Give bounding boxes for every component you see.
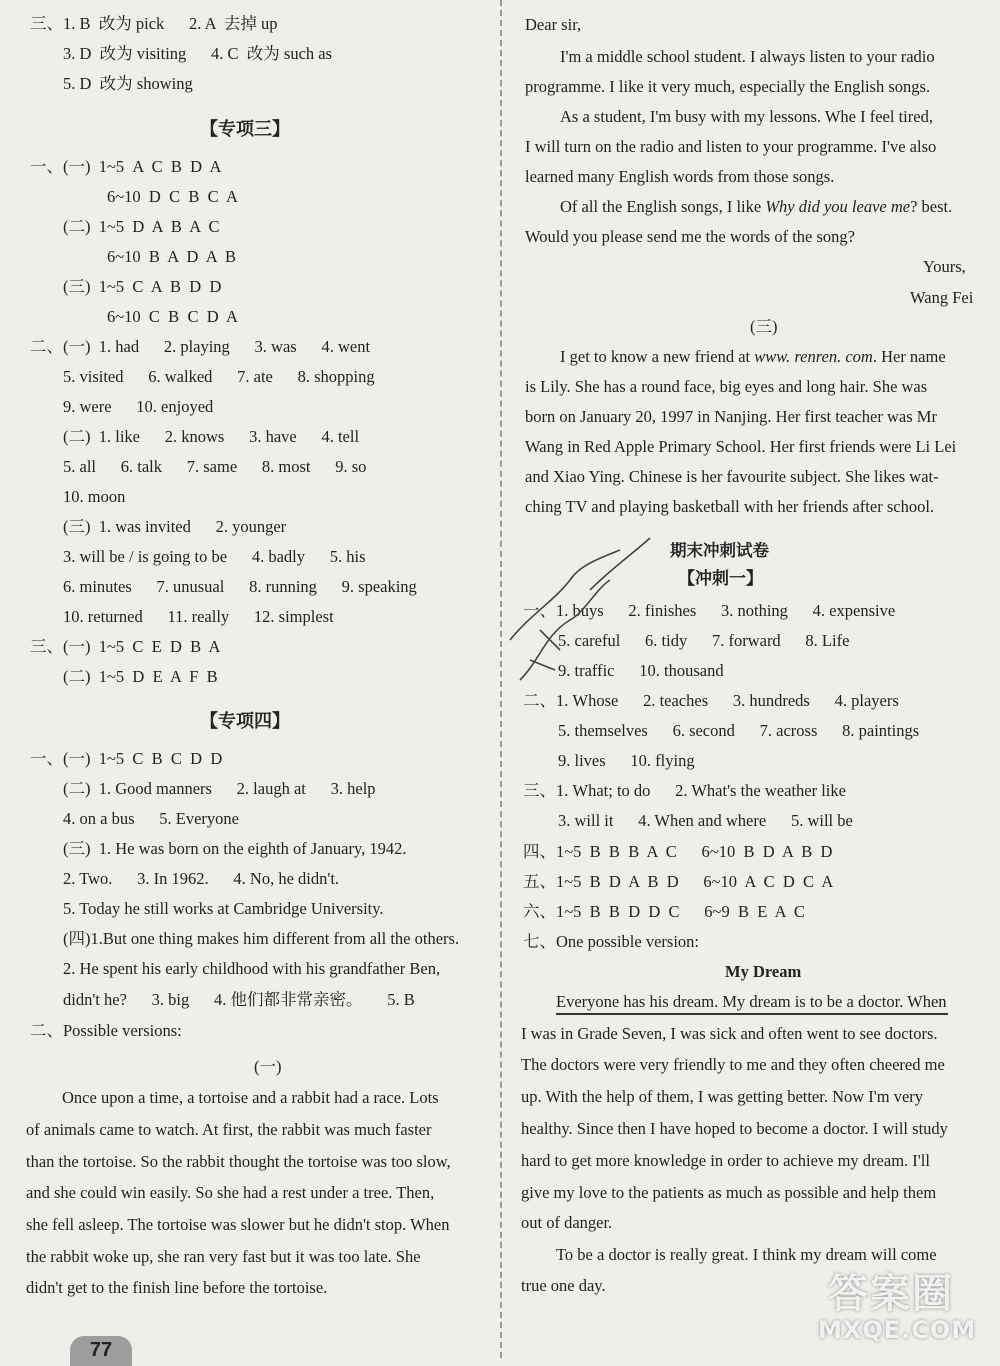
answer-line: 三、1. What; to do 2. What's the weather like (523, 781, 846, 800)
essay-line: the rabbit woke up, she ran very fast but it was too late. She (26, 1247, 421, 1266)
letter-line: Would you please send me the words of the song? (525, 227, 855, 246)
letter-text: ? best. (910, 197, 953, 216)
essay-number: (一) (254, 1057, 282, 1076)
letter-line: As a student, I'm busy with my lessons. Whe I feel tired, (560, 107, 933, 126)
answer-line: 2. He spent his early childhood with his grandfather Ben, (63, 959, 441, 978)
letter-text: Of all the English songs, I like (560, 197, 766, 216)
essay-number: (三) (750, 317, 778, 336)
essay-line (560, 349, 946, 366)
answer-line: 一、(一) 1~5 A C B D A (30, 157, 222, 176)
essay-line: out of danger. (521, 1213, 613, 1232)
answer-line: 3. will it 4. When and where 5. will be (558, 811, 853, 830)
answer-line: (四)1.But one thing makes him different from all the others. (63, 929, 460, 948)
letter-line: programme. I like it very much, especially the English songs. (525, 77, 931, 96)
letter-line: Dear sir, (525, 15, 582, 34)
scribble-stroke (520, 580, 610, 680)
essay-line: up. With the help of them, I was getting better. Now I'm very (521, 1087, 924, 1106)
letter-signature: Wang Fei (910, 288, 974, 307)
essay-text: . Her name (872, 347, 946, 366)
answer-line: 四、1~5 B B B A C 6~10 B D A B D (523, 842, 833, 861)
answer-line: (三) 1~5 C A B D D (63, 277, 222, 296)
answer-line: 一、(一) 1~5 C B C D D (30, 749, 223, 768)
essay-line: give my love to the patients as much as possible and help them (521, 1183, 937, 1202)
essay-line: hard to get more knowledge in order to achieve my dream. I'll (521, 1151, 930, 1170)
answer-line: 三、(一) 1~5 C E D B A (30, 637, 221, 656)
answer-line: 10. moon (63, 487, 126, 506)
essay-line: Wang in Red Apple Primary School. Her first friends were Li Lei (525, 437, 957, 456)
answer-line: 5. all 6. talk 7. same 8. most 9. so (63, 457, 367, 476)
answer-line: 六、1~5 B B D D C 6~9 B E A C (523, 902, 805, 921)
answer-line: 七、One possible version: (523, 932, 699, 951)
handwritten-underline (556, 1013, 948, 1015)
answer-line: 5. visited 6. walked 7. ate 8. shopping (63, 367, 375, 386)
letter-line: I will turn on the radio and listen to your programme. I've also (525, 137, 937, 156)
answer-line: 4. on a bus 5. Everyone (63, 809, 239, 828)
answer-line: 5. careful 6. tidy 7. forward 8. Life (558, 631, 850, 650)
answer-line: (二) 1. Good manners 2. laugh at 3. help (63, 779, 376, 798)
essay-line: Once upon a time, a tortoise and a rabbit had a race. Lots (62, 1088, 439, 1107)
essay-title: My Dream (725, 962, 802, 981)
essay-line: of animals came to watch. At first, the rabbit was much faster (26, 1120, 432, 1139)
answer-line: 5. themselves 6. second 7. across 8. paintings (558, 721, 920, 740)
song-title: Why did you leave me (765, 197, 911, 216)
section-heading: 【专项三】 (200, 119, 290, 139)
answer-line: 3. D 改为 visiting 4. C 改为 such as (63, 44, 333, 63)
answer-line: 6~10 B A D A B (107, 247, 237, 266)
answer-line: 5. Today he still works at Cambridge University. (63, 899, 384, 918)
answer-line: (三) 1. was invited 2. younger (63, 517, 287, 536)
essay-line: born on January 20, 1997 in Nanjing. Her first teacher was Mr (525, 407, 937, 426)
answer-line: 二、Possible versions: (30, 1021, 182, 1040)
answer-line: 二、1. Whose 2. teaches 3. hundreds 4. players (523, 691, 899, 710)
scribble-stroke (530, 630, 560, 670)
essay-line: ching TV and playing basketball with her friends after school. (525, 497, 935, 516)
letter-line (560, 199, 952, 216)
answer-line: (二) 1~5 D A B A C (63, 217, 220, 236)
exam-title: 期末冲刺试卷 (670, 541, 769, 560)
watermark-url: MXQE.COM (818, 1316, 977, 1344)
website-text: www. renren. com (754, 347, 873, 366)
answer-line: (三) 1. He was born on the eighth of January, 1942. (63, 839, 407, 858)
essay-line: and Xiao Ying. Chinese is her favourite subject. She likes wat- (525, 467, 939, 486)
handwritten-scribble (500, 520, 680, 700)
answer-line: 3. will be / is going to be 4. badly 5. his (63, 547, 366, 566)
essay-line: healthy. Since then I have hoped to become a doctor. I will study (521, 1119, 948, 1138)
essay-text: I get to know a new friend at (560, 347, 755, 366)
essay-line: than the tortoise. So the rabbit thought the tortoise was too slow, (26, 1152, 451, 1171)
answer-line: 一、1. buys 2. finishes 3. nothing 4. expensive (523, 601, 896, 620)
essay-line: To be a doctor is really great. I think my dream will come (556, 1245, 937, 1264)
answer-line: (二) 1~5 D E A F B (63, 667, 218, 686)
letter-line: learned many English words from those songs. (525, 167, 835, 186)
answer-line: 三、1. B 改为 pick 2. A 去掉 up (30, 14, 278, 33)
essay-line: Everyone has his dream. My dream is to be a doctor. When (556, 992, 947, 1011)
scribble-stroke (590, 538, 650, 590)
essay-line: is Lily. She has a round face, big eyes and long hair. She was (525, 377, 928, 396)
scribble-stroke (510, 550, 620, 640)
watermark-logo (800, 1262, 995, 1352)
answer-line: (二) 1. like 2. knows 3. have 4. tell (63, 427, 360, 446)
section-heading: 【专项四】 (200, 711, 290, 731)
answer-line: 二、(一) 1. had 2. playing 3. was 4. went (30, 337, 371, 356)
page-number: 77 (70, 1336, 132, 1366)
letter-closing: Yours, (923, 257, 966, 276)
answer-line: 6~10 D C B C A (107, 187, 238, 206)
answer-line: 9. were 10. enjoyed (63, 397, 214, 416)
answer-line: 9. lives 10. flying (558, 751, 695, 770)
essay-line: she fell asleep. The tortoise was slower but he didn't stop. When (26, 1215, 450, 1234)
essay-line: and she could win easily. So she had a rest under a tree. Then, (26, 1183, 435, 1202)
answer-line: 6~10 C B C D A (107, 307, 238, 326)
answer-line: 9. traffic 10. thousand (558, 661, 724, 680)
watermark-text: 答案圈 (828, 1271, 954, 1317)
section-heading: 【冲刺一】 (678, 569, 763, 588)
essay-line: true one day. (521, 1276, 606, 1295)
answer-line: 5. D 改为 showing (63, 74, 193, 93)
essay-line: didn't get to the finish line before the tortoise. (26, 1278, 328, 1297)
essay-line: The doctors were very friendly to me and they often cheered me (521, 1055, 945, 1074)
letter-line: I'm a middle school student. I always listen to your radio (560, 47, 935, 66)
essay-line: I was in Grade Seven, I was sick and often went to see doctors. (521, 1024, 938, 1043)
answer-line: 2. Two. 3. In 1962. 4. No, he didn't. (63, 869, 340, 888)
answer-line: didn't he? 3. big 4. 他们都非常亲密。 5. B (63, 990, 415, 1009)
answer-line: 10. returned 11. really 12. simplest (63, 607, 334, 626)
answer-line: 五、1~5 B D A B D 6~10 A C D C A (523, 872, 834, 891)
answer-line: 6. minutes 7. unusual 8. running 9. speaking (63, 577, 417, 596)
